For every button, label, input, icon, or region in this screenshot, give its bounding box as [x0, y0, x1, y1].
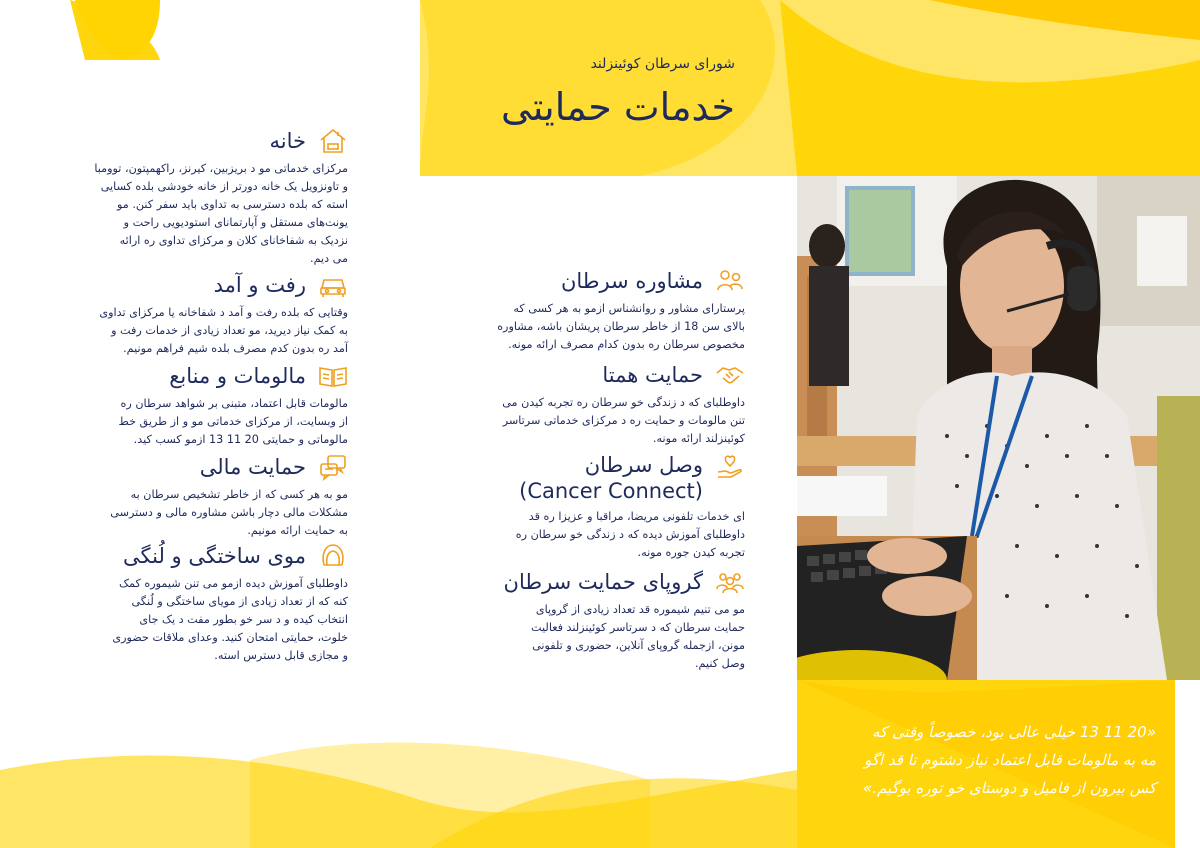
car-icon [318, 270, 348, 300]
section-title: موی ساختگی و لُنگی [123, 544, 306, 568]
section-title: رفت و آمد [213, 273, 306, 297]
section-body: مو به هر کسی که از خاطر تشخیص سرطان به مشکلات مالی دچار باشن مشاوره مالی و دسترسی به حمایت ارائه مونیم. [110, 488, 348, 537]
section-counselling [445, 266, 745, 354]
section-title: مالومات و منابع [169, 364, 306, 388]
section-body: مرکزای خدماتی مو د بریزبین، کیرنز، راکهمپتون، توومبا و تاونزویل یک خانه دورتر از خانه خودشی بلده کسایی استه که بلده دسترسی به تداوی باید سفر کنن. مو یونت‌های مستقل و آپارتمانای استودیویی راحت و نزدیک به شفاخانای کلان و مرکزای تداوی ره ارائه می دیم. [94, 162, 348, 265]
section-body: پرستارای مشاور و روانشناس ازمو به هر کسی که بالای سن 18 از خاطر سرطان پریشان باشه، مشاوره مخصوص سرطان ره بدون کدام مصرف ارائه مونه. [497, 302, 745, 351]
section-title: گروپای حمایت سرطان [503, 570, 703, 594]
counselling-icon [715, 266, 745, 296]
section-body: مالومات قابل اعتماد، متبنی بر شواهد سرطان ره از وبسایت، از مرکزای خدماتی مو و از طریق خط مالوماتی و حمایتی 20 11 13 ازمو کسب کید. [118, 397, 348, 446]
handshake-icon [715, 360, 745, 390]
section-information [38, 361, 348, 449]
org-name: شورای سرطان کوئینزلند [590, 56, 735, 72]
section-cancer-connect [445, 452, 745, 562]
photo-call-centre-agent [797, 176, 1200, 680]
heart-hand-icon [715, 452, 745, 482]
section-body: وقتایی که بلده رفت و آمد د شفاخانه یا مرکزای تداوی به کمک نیاز دیرید، مو تعداد زیادی از خدمات رفت و آمد ره بدون کدم مصرف بلده شیم فراهم مونیم. [99, 306, 348, 355]
section-title: حمایت مالی [199, 455, 306, 479]
house-icon [318, 126, 348, 156]
section-peer-support [445, 360, 745, 448]
section-wigs [38, 541, 348, 665]
section-home [38, 126, 348, 268]
section-transport [38, 270, 348, 358]
section-title: وصل سرطان (Cancer Connect) [519, 453, 703, 503]
section-title: حمایت همتا [602, 363, 703, 387]
page-title: خدمات حمایتی [501, 85, 735, 129]
chat-icon [318, 452, 348, 482]
section-body: داوطلبای آموزش دیده ازمو می تنن شیموره کمک کنه که از تعداد زیادی از مویای ساختگی و لُنگی انتخاب کیده و د سر خو بطور مفت د یک جای خلوت، حمایتی امتحان کنید. وعدای ملاقات حضوری و مجازی قابل دسترس استه. [112, 577, 348, 662]
section-body: ای خدمات تلفونی مریضا، مراقبا و عزیزا ره قد داوطلبای آموزش دیده که د زندگی خو سرطان ره تجربه کیدن جوره مونه. [515, 510, 745, 559]
section-body: داوطلبای که د زندگی خو سرطان ره تجربه کیدن می تنن مالومات و حمایت ره د مرکزای خدماتی سرتاسر کوئینزلند ارائه مونه. [502, 396, 745, 445]
section-body: مو می تنیم شیموره قد تعداد زیادی از گروپای حمایت سرطان که د سرتاسر کوئینزلند فعالیت مونن، ازجمله گروپای آنلاین، حضوری و تلفونی وصل کنیم. [531, 603, 745, 670]
section-support-groups [445, 567, 745, 673]
section-financial [38, 452, 348, 540]
section-title: مشاوره سرطان [560, 269, 703, 293]
group-icon [715, 567, 745, 597]
section-title: خانه [269, 129, 306, 153]
testimonial-quote: «20 11 13 خیلی عالی بود، خصوصاً وقتی که مه به مالومات قابل اعتماد نیاز دشتوم تا قد اگو کس بیرون از فامیل و دوستای خو توره بوگیم.» [863, 723, 1156, 797]
book-icon [318, 361, 348, 391]
wig-icon [318, 541, 348, 571]
